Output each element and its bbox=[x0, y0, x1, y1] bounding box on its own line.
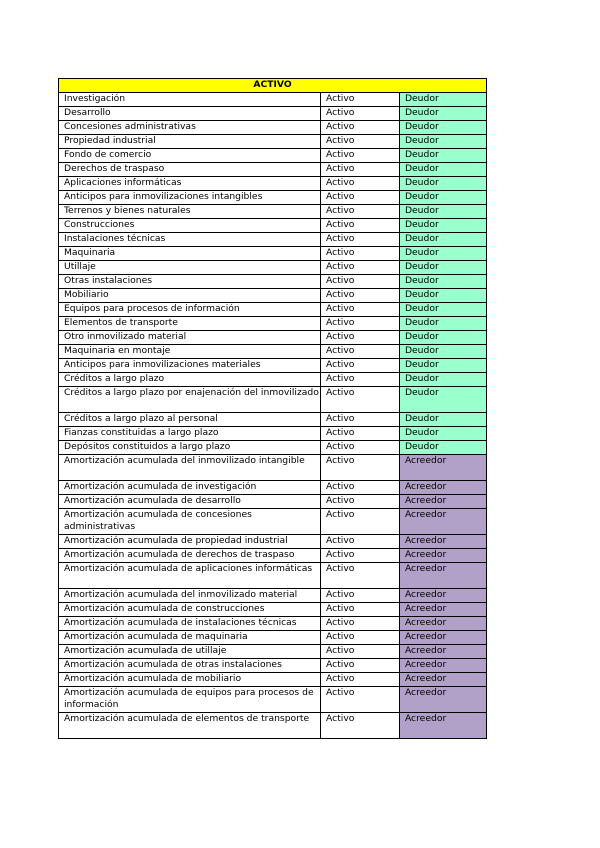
balance-type-cell: Acreedor bbox=[399, 687, 486, 713]
balance-type-cell: Deudor bbox=[399, 303, 486, 317]
table-row bbox=[59, 589, 487, 603]
balance-type-cell: Deudor bbox=[399, 107, 486, 121]
balance-type-cell: Deudor bbox=[399, 427, 486, 441]
account-name-cell: Instalaciones técnicas bbox=[59, 233, 321, 247]
balance-type-cell: Deudor bbox=[399, 135, 486, 149]
account-name-cell: Créditos a largo plazo por enajenación del inmovilizado bbox=[59, 387, 321, 413]
account-name-cell: Equipos para procesos de información bbox=[59, 303, 321, 317]
account-type-cell: Activo bbox=[321, 603, 400, 617]
account-name-cell: Amortización acumulada de utillaje bbox=[59, 645, 321, 659]
balance-type-cell: Deudor bbox=[399, 121, 486, 135]
table-row bbox=[59, 359, 487, 373]
balance-type-cell: Deudor bbox=[399, 177, 486, 191]
account-name-cell: Créditos a largo plazo bbox=[59, 373, 321, 387]
balance-type-cell: Deudor bbox=[399, 149, 486, 163]
account-name-cell: Maquinaria bbox=[59, 247, 321, 261]
account-type-cell: Activo bbox=[321, 673, 400, 687]
table-row bbox=[59, 603, 487, 617]
account-name-cell: Propiedad industrial bbox=[59, 135, 321, 149]
balance-type-cell: Deudor bbox=[399, 219, 486, 233]
account-type-cell: Activo bbox=[321, 163, 400, 177]
account-type-cell: Activo bbox=[321, 535, 400, 549]
balance-type-cell: Deudor bbox=[399, 373, 486, 387]
table-body bbox=[59, 93, 487, 739]
table-row bbox=[59, 713, 487, 739]
table-row bbox=[59, 303, 487, 317]
account-type-cell: Activo bbox=[321, 177, 400, 191]
account-name-cell: Otro inmovilizado material bbox=[59, 331, 321, 345]
table-row bbox=[59, 275, 487, 289]
table-row bbox=[59, 149, 487, 163]
table-row bbox=[59, 631, 487, 645]
table-row bbox=[59, 163, 487, 177]
table-row bbox=[59, 427, 487, 441]
balance-type-cell: Deudor bbox=[399, 261, 486, 275]
account-name-cell: Amortización acumulada del inmovilizado intangible bbox=[59, 455, 321, 481]
account-type-cell: Activo bbox=[321, 373, 400, 387]
balance-type-cell: Acreedor bbox=[399, 535, 486, 549]
balance-type-cell: Acreedor bbox=[399, 617, 486, 631]
table-row bbox=[59, 219, 487, 233]
account-name-cell: Amortización acumulada de instalaciones técnicas bbox=[59, 617, 321, 631]
table-row bbox=[59, 687, 487, 713]
account-type-cell: Activo bbox=[321, 631, 400, 645]
table-row bbox=[59, 645, 487, 659]
balance-type-cell: Deudor bbox=[399, 413, 486, 427]
account-type-cell: Activo bbox=[321, 455, 400, 481]
account-name-cell: Utillaje bbox=[59, 261, 321, 275]
account-type-cell: Activo bbox=[321, 659, 400, 673]
table-row bbox=[59, 191, 487, 205]
table-row bbox=[59, 535, 487, 549]
balance-type-cell: Acreedor bbox=[399, 509, 486, 535]
account-name-cell: Depósitos constituidos a largo plazo bbox=[59, 441, 321, 455]
account-type-cell: Activo bbox=[321, 427, 400, 441]
balance-type-cell: Acreedor bbox=[399, 673, 486, 687]
table-row bbox=[59, 135, 487, 149]
balance-type-cell: Acreedor bbox=[399, 659, 486, 673]
account-name-cell: Otras instalaciones bbox=[59, 275, 321, 289]
balance-type-cell: Deudor bbox=[399, 441, 486, 455]
table-row bbox=[59, 317, 487, 331]
account-type-cell: Activo bbox=[321, 303, 400, 317]
account-name-cell: Amortización acumulada de elementos de transporte bbox=[59, 713, 321, 739]
balance-type-cell: Acreedor bbox=[399, 589, 486, 603]
account-type-cell: Activo bbox=[321, 481, 400, 495]
account-name-cell: Amortización acumulada de propiedad industrial bbox=[59, 535, 321, 549]
account-type-cell: Activo bbox=[321, 317, 400, 331]
table-row bbox=[59, 659, 487, 673]
balance-type-cell: Deudor bbox=[399, 345, 486, 359]
account-name-cell: Maquinaria en montaje bbox=[59, 345, 321, 359]
account-name-cell: Amortización acumulada de concesiones administrativas bbox=[59, 509, 321, 535]
account-type-cell: Activo bbox=[321, 345, 400, 359]
account-type-cell: Activo bbox=[321, 495, 400, 509]
balance-type-cell: Acreedor bbox=[399, 481, 486, 495]
table-row bbox=[59, 413, 487, 427]
table-row bbox=[59, 563, 487, 589]
account-type-cell: Activo bbox=[321, 645, 400, 659]
account-type-cell: Activo bbox=[321, 233, 400, 247]
balance-type-cell: Acreedor bbox=[399, 645, 486, 659]
table-row bbox=[59, 261, 487, 275]
account-name-cell: Desarrollo bbox=[59, 107, 321, 121]
account-type-cell: Activo bbox=[321, 359, 400, 373]
account-type-cell: Activo bbox=[321, 107, 400, 121]
table-row bbox=[59, 495, 487, 509]
table-row bbox=[59, 549, 487, 563]
account-type-cell: Activo bbox=[321, 387, 400, 413]
account-name-cell: Amortización acumulada de equipos para procesos de información bbox=[59, 687, 321, 713]
account-type-cell: Activo bbox=[321, 247, 400, 261]
balance-type-cell: Acreedor bbox=[399, 549, 486, 563]
account-type-cell: Activo bbox=[321, 549, 400, 563]
table-row bbox=[59, 509, 487, 535]
account-name-cell: Anticipos para inmovilizaciones materiales bbox=[59, 359, 321, 373]
account-name-cell: Mobiliario bbox=[59, 289, 321, 303]
balance-type-cell: Deudor bbox=[399, 359, 486, 373]
table-row bbox=[59, 93, 487, 107]
table-row bbox=[59, 233, 487, 247]
table-row bbox=[59, 331, 487, 345]
account-type-cell: Activo bbox=[321, 413, 400, 427]
account-name-cell: Terrenos y bienes naturales bbox=[59, 205, 321, 219]
table-row bbox=[59, 441, 487, 455]
account-type-cell: Activo bbox=[321, 713, 400, 739]
account-type-cell: Activo bbox=[321, 191, 400, 205]
account-name-cell: Concesiones administrativas bbox=[59, 121, 321, 135]
account-type-cell: Activo bbox=[321, 205, 400, 219]
section-header: ACTIVO bbox=[59, 79, 487, 93]
account-type-cell: Activo bbox=[321, 563, 400, 589]
balance-type-cell: Deudor bbox=[399, 387, 486, 413]
account-type-cell: Activo bbox=[321, 219, 400, 233]
account-type-cell: Activo bbox=[321, 509, 400, 535]
table-row bbox=[59, 289, 487, 303]
balance-type-cell: Deudor bbox=[399, 247, 486, 261]
balance-type-cell: Acreedor bbox=[399, 631, 486, 645]
account-type-cell: Activo bbox=[321, 617, 400, 631]
account-name-cell: Fianzas constituidas a largo plazo bbox=[59, 427, 321, 441]
account-name-cell: Amortización acumulada de construcciones bbox=[59, 603, 321, 617]
table-row bbox=[59, 177, 487, 191]
table-row bbox=[59, 121, 487, 135]
table-row bbox=[59, 107, 487, 121]
account-name-cell: Amortización acumulada de mobiliario bbox=[59, 673, 321, 687]
table-row bbox=[59, 673, 487, 687]
account-type-cell: Activo bbox=[321, 93, 400, 107]
balance-type-cell: Deudor bbox=[399, 275, 486, 289]
table-row bbox=[59, 481, 487, 495]
account-type-cell: Activo bbox=[321, 441, 400, 455]
balance-type-cell: Deudor bbox=[399, 289, 486, 303]
account-name-cell: Amortización acumulada de investigación bbox=[59, 481, 321, 495]
balance-type-cell: Deudor bbox=[399, 93, 486, 107]
account-type-cell: Activo bbox=[321, 149, 400, 163]
balance-type-cell: Acreedor bbox=[399, 713, 486, 739]
table-row bbox=[59, 205, 487, 219]
balance-type-cell: Deudor bbox=[399, 163, 486, 177]
account-name-cell: Amortización acumulada del inmovilizado material bbox=[59, 589, 321, 603]
accounts-table bbox=[58, 78, 487, 739]
table-row bbox=[59, 247, 487, 261]
balance-type-cell: Deudor bbox=[399, 331, 486, 345]
table-row bbox=[59, 617, 487, 631]
account-name-cell: Amortización acumulada de aplicaciones informáticas bbox=[59, 563, 321, 589]
account-name-cell: Amortización acumulada de desarrollo bbox=[59, 495, 321, 509]
account-name-cell: Construcciones bbox=[59, 219, 321, 233]
table-row bbox=[59, 455, 487, 481]
account-name-cell: Amortización acumulada de otras instalaciones bbox=[59, 659, 321, 673]
balance-type-cell: Acreedor bbox=[399, 495, 486, 509]
table-row bbox=[59, 373, 487, 387]
account-name-cell: Elementos de transporte bbox=[59, 317, 321, 331]
account-name-cell: Créditos a largo plazo al personal bbox=[59, 413, 321, 427]
balance-type-cell: Acreedor bbox=[399, 563, 486, 589]
account-type-cell: Activo bbox=[321, 589, 400, 603]
table-row bbox=[59, 387, 487, 413]
balance-type-cell: Acreedor bbox=[399, 455, 486, 481]
balance-type-cell: Deudor bbox=[399, 233, 486, 247]
account-name-cell: Investigación bbox=[59, 93, 321, 107]
account-type-cell: Activo bbox=[321, 289, 400, 303]
account-name-cell: Derechos de traspaso bbox=[59, 163, 321, 177]
account-type-cell: Activo bbox=[321, 135, 400, 149]
balance-type-cell: Deudor bbox=[399, 191, 486, 205]
account-name-cell: Fondo de comercio bbox=[59, 149, 321, 163]
balance-type-cell: Acreedor bbox=[399, 603, 486, 617]
account-type-cell: Activo bbox=[321, 331, 400, 345]
balance-type-cell: Deudor bbox=[399, 205, 486, 219]
account-type-cell: Activo bbox=[321, 121, 400, 135]
account-name-cell: Amortización acumulada de maquinaria bbox=[59, 631, 321, 645]
account-name-cell: Aplicaciones informáticas bbox=[59, 177, 321, 191]
account-name-cell: Amortización acumulada de derechos de traspaso bbox=[59, 549, 321, 563]
balance-type-cell: Deudor bbox=[399, 317, 486, 331]
account-type-cell: Activo bbox=[321, 261, 400, 275]
account-name-cell: Anticipos para inmovilizaciones intangibles bbox=[59, 191, 321, 205]
account-type-cell: Activo bbox=[321, 687, 400, 713]
account-type-cell: Activo bbox=[321, 275, 400, 289]
table-row bbox=[59, 345, 487, 359]
